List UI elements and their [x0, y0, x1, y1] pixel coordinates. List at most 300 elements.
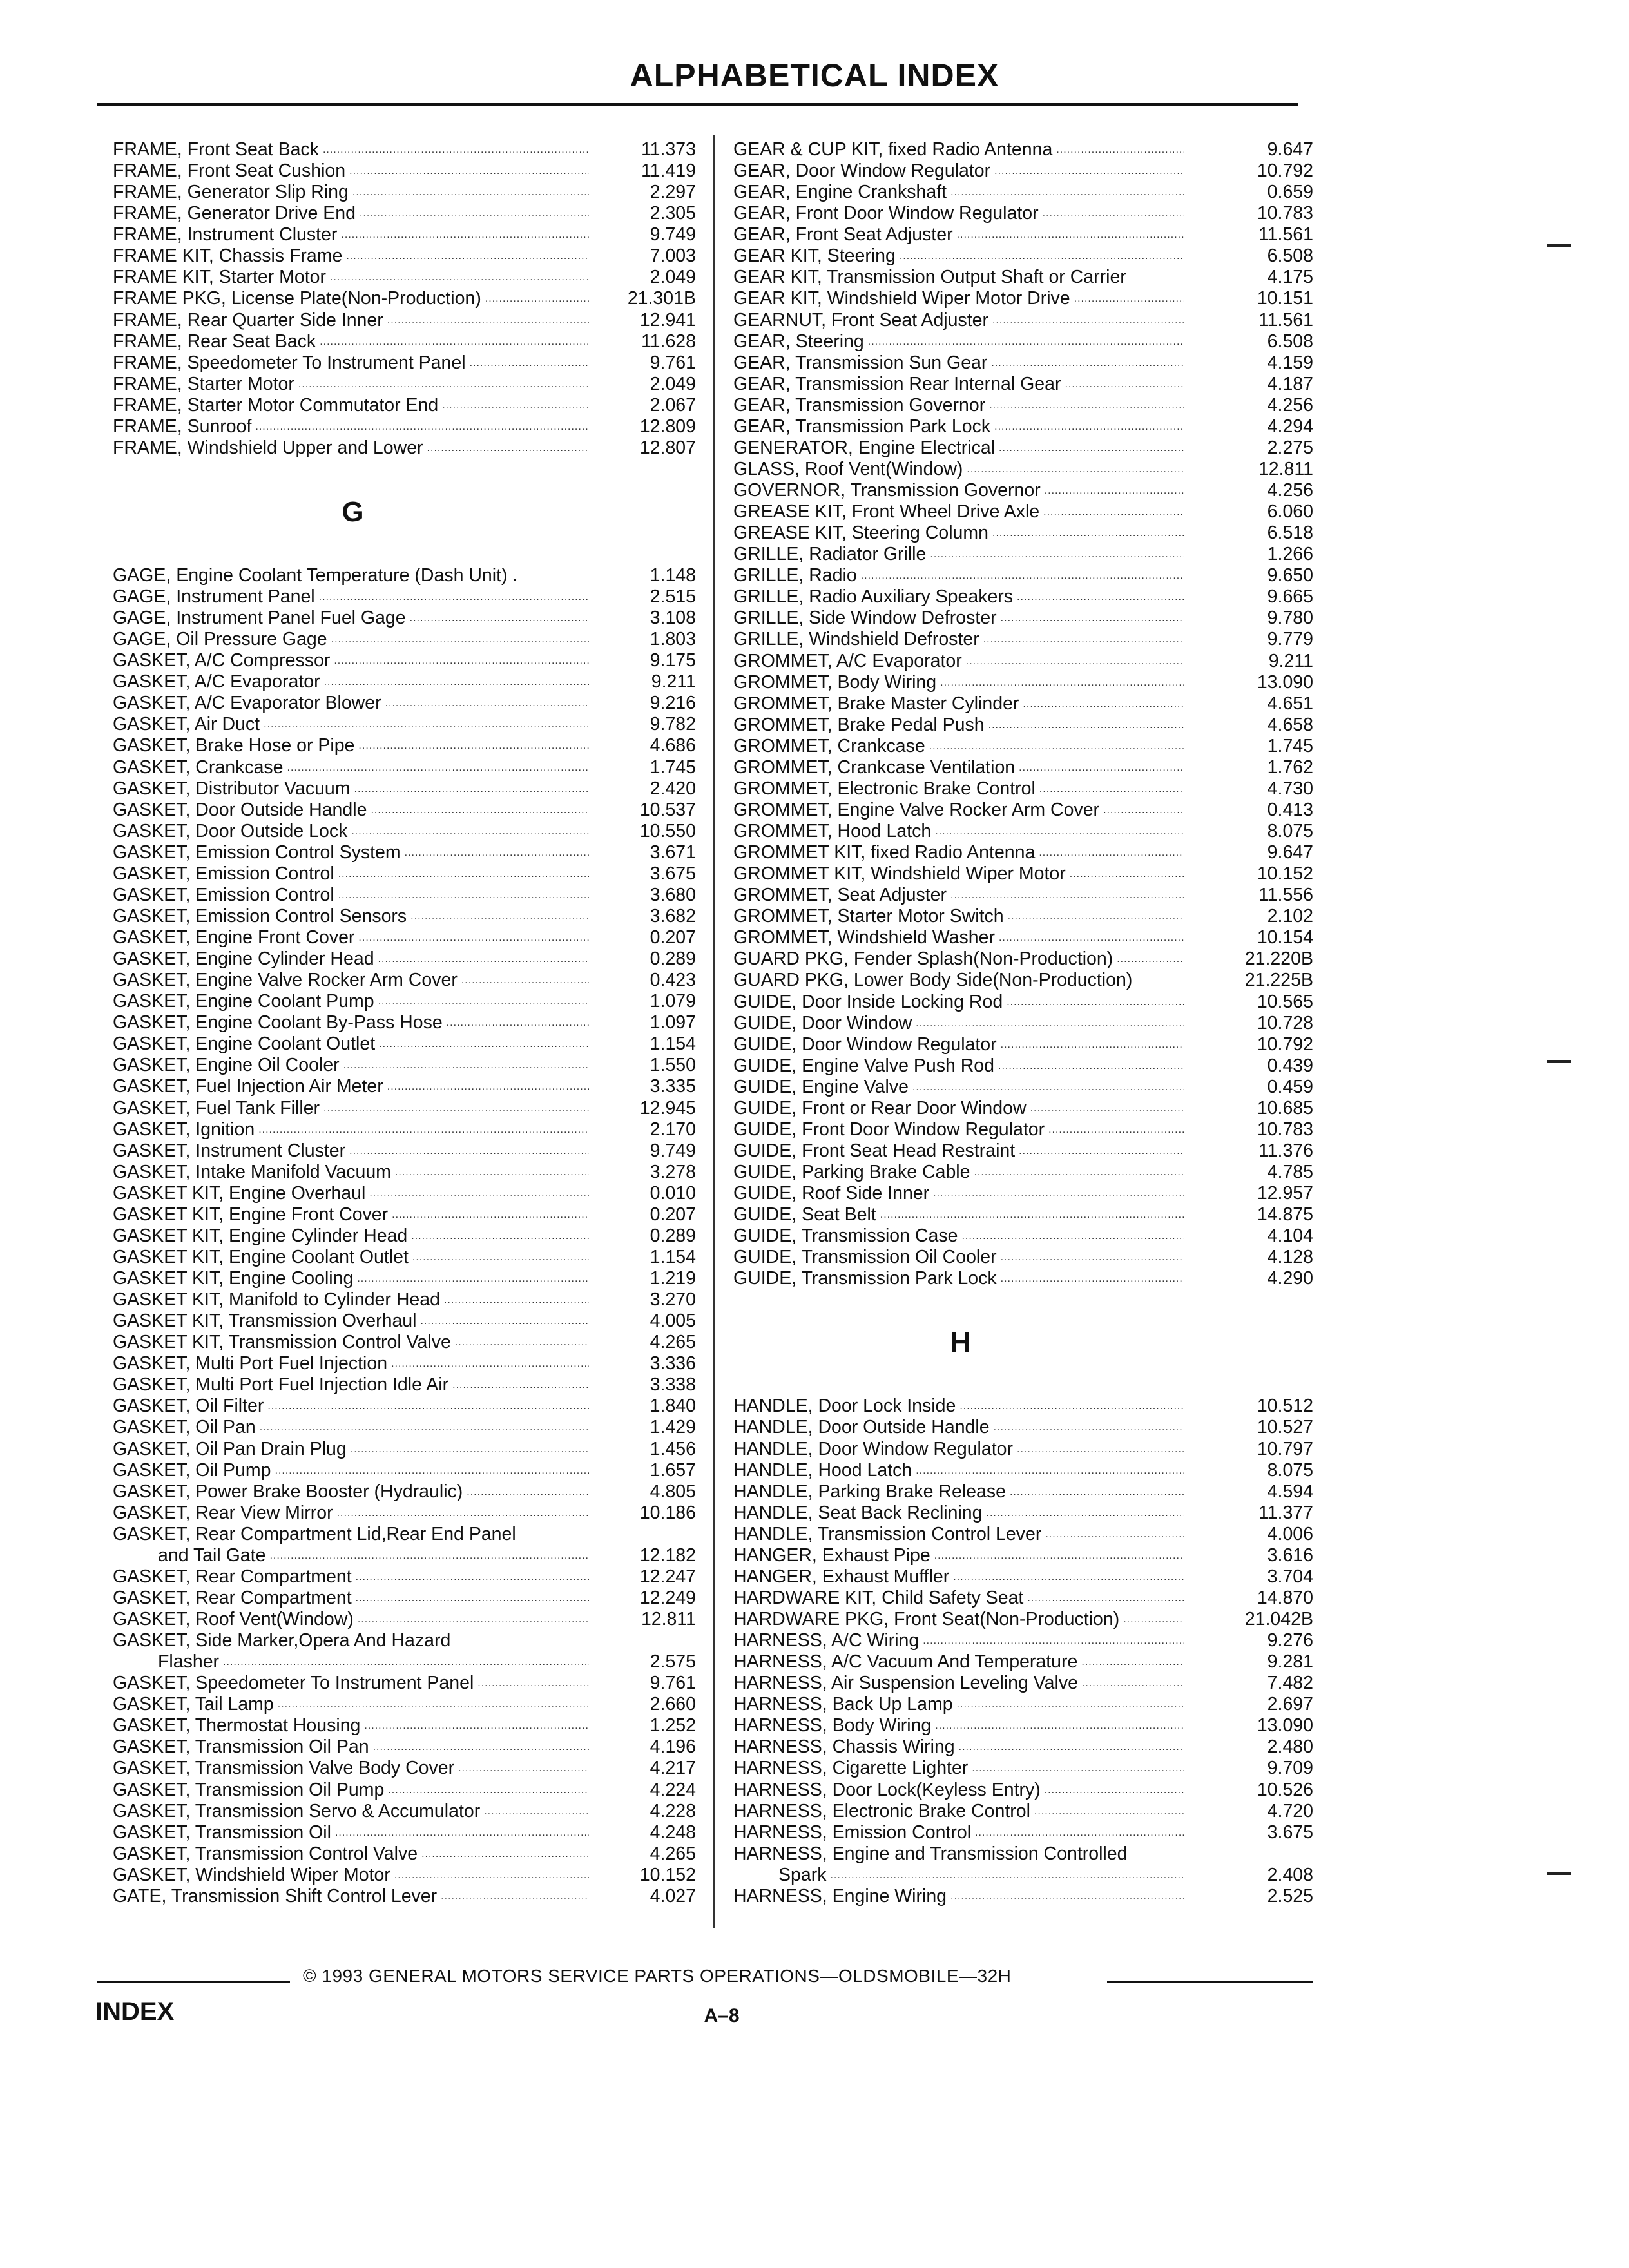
page-reference: 0.659	[1267, 182, 1313, 203]
page-reference: 4.265	[650, 1332, 696, 1353]
page-reference: 8.075	[1267, 821, 1313, 841]
dot-leader	[298, 374, 589, 395]
index-entry	[733, 586, 1315, 608]
index-entry	[113, 565, 697, 586]
dot-leader	[861, 565, 1184, 586]
page-reference: 12.811	[1258, 458, 1313, 479]
page-reference: 2.525	[1267, 1885, 1313, 1907]
dot-leader	[356, 1566, 589, 1588]
title-rule	[97, 103, 1298, 106]
entry-name: FRAME PKG, License Plate(Non-Production)	[113, 288, 481, 309]
dot-leader	[267, 1396, 589, 1417]
index-entry	[113, 714, 697, 735]
dot-leader	[394, 1865, 589, 1886]
index-entry	[113, 1460, 697, 1481]
dot-leader	[455, 1332, 589, 1353]
dot-leader	[369, 1183, 589, 1204]
dot-leader	[1034, 1801, 1184, 1822]
dot-leader	[1045, 1780, 1184, 1801]
dot-leader	[1103, 800, 1184, 821]
page-reference: 2.697	[1267, 1694, 1313, 1715]
index-entry	[113, 160, 697, 182]
dot-leader	[967, 459, 1184, 480]
dot-leader	[320, 331, 589, 352]
entry-name: GASKET, Transmission Valve Body Cover	[113, 1758, 455, 1779]
dot-leader	[1027, 1588, 1184, 1609]
page-reference: 2.170	[650, 1119, 696, 1140]
dot-leader	[338, 863, 589, 885]
index-entry	[733, 906, 1315, 927]
dot-leader	[484, 1801, 589, 1822]
page-reference: 21.301B	[627, 288, 696, 309]
entry-name: GROMMET KIT, fixed Radio Antenna	[733, 842, 1036, 863]
entry-name: HARNESS, Chassis Wiring	[733, 1736, 955, 1758]
page-reference: 4.248	[650, 1821, 696, 1843]
index-entry	[113, 1673, 697, 1694]
entry-name: HARNESS, Door Lock(Keyless Entry)	[733, 1779, 1041, 1800]
entry-name: GEAR, Front Door Window Regulator	[733, 203, 1039, 224]
dot-leader	[351, 1439, 589, 1460]
entry-name: GASKET, A/C Evaporator	[113, 671, 320, 693]
page-reference: 11.377	[1258, 1502, 1313, 1523]
dot-leader	[373, 1736, 589, 1758]
entry-name: GASKET, Fuel Injection Air Meter	[113, 1076, 383, 1097]
page-reference: 3.270	[650, 1289, 696, 1311]
index-entry	[113, 1588, 697, 1609]
page-reference: 4.730	[1267, 778, 1313, 799]
index-entry	[733, 1715, 1315, 1736]
entry-name: GASKET, Door Outside Handle	[113, 799, 367, 820]
index-entry	[113, 863, 697, 885]
footer-copyright: © 1993 GENERAL MOTORS SERVICE PARTS OPERATIONS—OLDSMOBILE—32H	[303, 1966, 1012, 1986]
entry-name: GASKET, Crankcase	[113, 756, 284, 778]
dot-leader	[1001, 1268, 1184, 1289]
index-entry	[113, 1374, 697, 1396]
entry-name: GUARD PKG, Fender Splash(Non-Production)	[733, 948, 1113, 970]
index-entry	[733, 842, 1315, 863]
dot-leader	[387, 1076, 589, 1097]
dot-leader	[441, 1886, 589, 1907]
dot-leader	[933, 1183, 1184, 1204]
page-reference: 4.104	[1267, 1225, 1313, 1247]
dot-leader	[1017, 586, 1184, 608]
page-reference: 4.256	[1267, 394, 1313, 416]
entry-name: GEAR KIT, Steering	[733, 245, 896, 267]
entry-name: FRAME, Speedometer To Instrument Panel	[113, 352, 466, 373]
page-reference: 9.749	[650, 1140, 696, 1161]
page-reference: 4.686	[650, 735, 696, 756]
page-reference: 4.256	[1267, 480, 1313, 501]
entry-name: Flasher	[158, 1651, 220, 1673]
page-reference: 10.565	[1257, 991, 1313, 1012]
index-entry	[113, 650, 697, 671]
entry-name: GASKET, Roof Vent(Window)	[113, 1609, 354, 1629]
page-reference: 10.537	[639, 799, 696, 820]
entry-name: FRAME, Starter Motor Commutator End	[113, 394, 439, 416]
dot-leader	[880, 1204, 1184, 1225]
entry-name: GOVERNOR, Transmission Governor	[733, 480, 1041, 501]
index-entry	[113, 1289, 697, 1311]
index-entry	[733, 651, 1315, 672]
dot-leader	[477, 1673, 589, 1694]
page-reference: 12.807	[639, 437, 696, 458]
index-entry	[733, 245, 1315, 267]
entry-name: GAGE, Oil Pressure Gage	[113, 629, 327, 650]
entry-name: GASKET, Rear Compartment Lid,Rear End Panel	[113, 1523, 516, 1544]
dot-leader	[420, 1311, 589, 1332]
entry-name: GASKET, Engine Valve Rocker Arm Cover	[113, 970, 458, 991]
dot-leader	[1019, 757, 1184, 778]
dot-leader	[1017, 1439, 1184, 1460]
dot-leader	[405, 842, 589, 863]
page-reference: 0.289	[650, 948, 696, 970]
entry-name: HANDLE, Door Lock Inside	[733, 1396, 956, 1417]
page-reference: 2.275	[1267, 437, 1313, 458]
index-entry	[733, 970, 1315, 991]
page-reference: 0.010	[650, 1182, 696, 1204]
page-reference: 1.745	[650, 756, 696, 778]
dot-leader	[1070, 863, 1184, 885]
dot-leader	[379, 1033, 589, 1055]
page-reference: 9.749	[650, 224, 696, 245]
index-entry	[733, 1651, 1315, 1673]
page-reference: 4.290	[1267, 1268, 1313, 1289]
entry-name: GASKET, Transmission Servo & Accumulator	[113, 1800, 481, 1821]
entry-name: GEAR, Steering	[733, 331, 864, 352]
dot-leader	[830, 1865, 1184, 1886]
entry-name: GASKET, Emission Control	[113, 863, 334, 884]
index-entry	[113, 906, 697, 927]
dot-leader	[461, 970, 589, 991]
entry-name: GATE, Transmission Shift Control Lever	[113, 1885, 438, 1907]
page-reference: 4.159	[1267, 352, 1313, 373]
page-reference: 9.276	[1267, 1630, 1313, 1651]
index-entry	[113, 1609, 697, 1630]
dot-leader	[360, 203, 589, 224]
dot-leader	[935, 1715, 1184, 1736]
index-entry	[113, 1886, 697, 1907]
index-entry	[733, 437, 1315, 459]
page-reference: 0.207	[650, 1204, 696, 1225]
page-reference: 14.870	[1257, 1587, 1313, 1608]
page-reference: 2.049	[650, 373, 696, 394]
page-reference: 10.783	[1257, 203, 1313, 224]
page-reference: 9.211	[651, 671, 696, 693]
entry-name: GUIDE, Front or Rear Door Window	[733, 1097, 1027, 1119]
entry-name: HARNESS, Emission Control	[733, 1821, 972, 1843]
page-reference: 4.005	[650, 1311, 696, 1332]
page-reference: 1.252	[650, 1715, 696, 1736]
page-reference: 8.075	[1267, 1459, 1313, 1481]
index-entry	[733, 672, 1315, 693]
entry-name: GROMMET, Engine Valve Rocker Arm Cover	[733, 799, 1100, 820]
dot-leader	[1048, 1119, 1184, 1140]
index-entry	[113, 1140, 697, 1162]
page-reference: 10.792	[1257, 1033, 1313, 1055]
entry-name: GASKET, Air Duct	[113, 714, 260, 735]
dot-leader	[975, 1822, 1184, 1843]
index-entry	[733, 1822, 1315, 1843]
dot-leader	[974, 1162, 1184, 1183]
index-entry	[733, 736, 1315, 757]
entry-name: GUIDE, Transmission Oil Cooler	[733, 1247, 997, 1268]
index-entry	[113, 1183, 697, 1204]
page-reference: 3.682	[650, 905, 696, 927]
dot-leader	[994, 416, 1184, 437]
entry-name: GASKET KIT, Engine Cylinder Head	[113, 1225, 408, 1246]
page-reference: 4.228	[650, 1800, 696, 1821]
index-entry	[113, 991, 697, 1012]
dot-leader	[930, 544, 1184, 565]
page-reference: 0.413	[1267, 799, 1313, 820]
page-reference: 4.785	[1267, 1162, 1313, 1182]
page-reference: 10.186	[639, 1502, 696, 1523]
dot-leader	[331, 629, 589, 650]
page-reference: 9.647	[1267, 139, 1313, 160]
entry-name: HARNESS, Body Wiring	[733, 1715, 932, 1736]
dot-leader	[341, 224, 589, 245]
dot-leader	[346, 245, 589, 267]
index-entry	[733, 1524, 1315, 1545]
index-entry	[113, 267, 697, 288]
dot-leader	[387, 310, 589, 331]
entry-name: GASKET, Rear Compartment	[113, 1566, 352, 1587]
dot-leader	[1074, 288, 1184, 309]
index-entry	[113, 885, 697, 906]
dot-leader	[1123, 1609, 1184, 1630]
entry-name: HARNESS, A/C Vacuum And Temperature	[733, 1651, 1078, 1673]
dot-leader	[269, 1545, 589, 1566]
entry-name: GASKET, Speedometer To Instrument Panel	[113, 1673, 474, 1694]
dot-leader	[957, 224, 1184, 245]
page-reference: 1.429	[650, 1417, 696, 1438]
page-reference: 4.805	[650, 1481, 696, 1502]
index-entry	[733, 1098, 1315, 1119]
page-reference: 6.060	[1267, 501, 1313, 523]
entry-name: GASKET, Transmission Oil Pump	[113, 1779, 385, 1800]
dot-leader	[444, 1289, 589, 1311]
entry-name: GROMMET, A/C Evaporator	[733, 650, 962, 671]
margin-tick-mark	[1547, 1872, 1571, 1875]
index-entry	[113, 735, 697, 756]
page-reference: 9.211	[1268, 650, 1313, 671]
page-reference: 4.027	[650, 1885, 696, 1907]
page-reference: 11.556	[1258, 885, 1313, 906]
dot-leader	[923, 1630, 1184, 1651]
page-reference: 4.196	[650, 1736, 696, 1758]
dot-leader	[868, 331, 1184, 352]
dot-leader	[354, 778, 589, 800]
page-reference: 3.680	[650, 884, 696, 905]
page-reference: 4.658	[1267, 714, 1313, 735]
index-entry	[733, 1396, 1315, 1417]
dot-leader	[412, 1247, 589, 1268]
entry-name: GEAR, Transmission Sun Gear	[733, 352, 988, 373]
entry-name: HANDLE, Seat Back Reclining	[733, 1502, 983, 1523]
dot-leader	[351, 821, 589, 842]
index-entry	[733, 800, 1315, 821]
index-entry	[733, 1545, 1315, 1566]
page-reference: 0.439	[1267, 1055, 1313, 1076]
dot-leader	[988, 715, 1184, 736]
entry-name: GROMMET, Crankcase	[733, 735, 925, 756]
dot-leader	[323, 139, 589, 160]
dot-leader	[950, 1886, 1184, 1907]
index-entry	[733, 224, 1315, 245]
entry-name: GASKET, Engine Cylinder Head	[113, 948, 374, 970]
index-entry	[113, 1545, 697, 1566]
index-entry	[113, 1332, 697, 1353]
index-entry	[113, 671, 697, 693]
index-entry	[113, 1822, 697, 1843]
index-entry	[733, 501, 1315, 523]
index-entry	[113, 586, 697, 608]
page-reference: 6.508	[1267, 245, 1313, 267]
entry-name: GAGE, Instrument Panel Fuel Gage	[113, 608, 406, 629]
dot-leader	[959, 1396, 1184, 1417]
dot-leader	[992, 523, 1184, 544]
page-reference: 4.720	[1267, 1800, 1313, 1821]
page-reference: 6.518	[1267, 523, 1313, 544]
index-entry	[113, 1119, 697, 1140]
dot-leader	[957, 1694, 1184, 1715]
index-entry	[113, 1715, 697, 1736]
page-reference: 10.151	[1257, 288, 1313, 309]
dot-leader	[442, 395, 589, 416]
entry-name: GRILLE, Radio Auxiliary Speakers	[733, 586, 1014, 608]
entry-name: GASKET, Oil Pump	[113, 1459, 271, 1481]
index-entry	[113, 1503, 697, 1524]
margin-tick-mark	[1547, 244, 1571, 247]
index-entry	[733, 1758, 1315, 1779]
page-reference: 1.550	[650, 1055, 696, 1076]
page-reference: 4.006	[1267, 1523, 1313, 1544]
index-entry	[113, 395, 697, 416]
index-entry	[733, 565, 1315, 586]
index-entry	[733, 757, 1315, 778]
entry-name: GROMMET, Body Wiring	[733, 671, 937, 693]
dot-leader	[1065, 374, 1184, 395]
dot-leader	[1019, 1140, 1184, 1162]
index-entry	[733, 544, 1315, 565]
page-title: ALPHABETICAL INDEX	[630, 57, 999, 93]
entry-name: GUIDE, Front Door Window Regulator	[733, 1119, 1045, 1140]
entry-name: FRAME, Generator Slip Ring	[113, 182, 349, 203]
page-reference: 11.628	[641, 331, 696, 352]
page-reference: 3.675	[1267, 1821, 1313, 1843]
index-entry	[733, 1609, 1315, 1630]
index-entry	[113, 778, 697, 800]
dot-leader	[999, 437, 1184, 459]
dot-leader	[371, 800, 589, 821]
index-entry	[733, 1566, 1315, 1588]
page-reference: 11.373	[641, 139, 696, 160]
entry-name: GASKET, Oil Pan	[113, 1417, 256, 1438]
dot-leader	[349, 160, 589, 182]
entry-name: HANDLE, Hood Latch	[733, 1459, 912, 1481]
index-entry	[733, 608, 1315, 629]
dot-leader	[264, 714, 589, 735]
page-reference: 0.289	[650, 1225, 696, 1246]
entry-name: FRAME, Instrument Cluster	[113, 224, 338, 245]
index-entry	[113, 800, 697, 821]
index-entry	[113, 1651, 697, 1673]
page-reference: 2.102	[1267, 906, 1313, 927]
page-reference: 1.456	[650, 1438, 696, 1459]
entry-name: HARNESS, Back Up Lamp	[733, 1694, 953, 1715]
page-reference: 1.745	[1267, 735, 1313, 756]
page-reference: 12.247	[639, 1566, 696, 1587]
index-entry	[733, 1183, 1315, 1204]
page-reference: 3.671	[650, 841, 696, 863]
dot-leader	[260, 1417, 589, 1438]
page-reference: 4.651	[1267, 693, 1313, 714]
footer-section-label: INDEX	[95, 1997, 175, 2026]
entry-name: GASKET KIT, Engine Overhaul	[113, 1182, 366, 1204]
dot-leader	[1001, 608, 1184, 629]
dot-leader	[1023, 693, 1184, 715]
page-reference: 9.779	[1267, 629, 1313, 650]
entry-name: GASKET, Tail Lamp	[113, 1694, 274, 1715]
page-reference: 9.761	[650, 1673, 696, 1694]
index-entry	[113, 629, 697, 650]
footer-rule	[97, 1981, 290, 1983]
page-reference: 1.219	[650, 1268, 696, 1289]
dot-leader	[324, 671, 589, 693]
page-reference: 2.480	[1267, 1736, 1313, 1758]
page-reference: 4.128	[1267, 1247, 1313, 1268]
dot-leader	[916, 1013, 1184, 1034]
page-number: A–8	[704, 2005, 740, 2026]
index-entry	[733, 288, 1315, 309]
page-reference: 1.762	[1267, 756, 1313, 778]
entry-name: HARNESS, Cigarette Lighter	[733, 1758, 969, 1779]
entry-name: HANDLE, Door Outside Handle	[733, 1417, 990, 1438]
dot-leader	[343, 1055, 589, 1076]
entry-name: GEARNUT, Front Seat Adjuster	[733, 309, 988, 331]
entry-name: GUARD PKG, Lower Body Side(Non-Production)	[733, 970, 1133, 991]
page-reference: 10.154	[1257, 927, 1313, 948]
page-reference: 4.594	[1267, 1481, 1313, 1502]
dot-leader	[940, 672, 1184, 693]
dot-leader	[323, 1098, 589, 1119]
index-entry	[113, 245, 697, 267]
entry-name: GUIDE, Engine Valve Push Rod	[733, 1055, 995, 1076]
index-entry	[733, 374, 1315, 395]
page-reference: 12.809	[639, 416, 696, 437]
entry-name: FRAME, Generator Drive End	[113, 203, 356, 224]
index-entry	[113, 1225, 697, 1247]
page-reference: 2.515	[650, 586, 696, 607]
entry-name: GROMMET, Brake Master Cylinder	[733, 693, 1019, 714]
dot-leader	[364, 1715, 589, 1736]
entry-name: HANDLE, Parking Brake Release	[733, 1481, 1006, 1502]
dot-leader	[358, 1609, 589, 1630]
entry-name: GASKET KIT, Manifold to Cylinder Head	[113, 1289, 440, 1311]
entry-name: GUIDE, Engine Valve	[733, 1076, 909, 1097]
entry-name: GENERATOR, Engine Electrical	[733, 437, 995, 458]
dot-leader	[517, 565, 593, 586]
index-entry	[113, 948, 697, 970]
dot-leader	[987, 1503, 1184, 1524]
entry-name: GUIDE, Transmission Park Lock	[733, 1268, 997, 1289]
page-reference: 4.224	[650, 1779, 696, 1800]
dot-leader	[352, 182, 589, 203]
index-entry	[733, 715, 1315, 736]
page-reference: 10.526	[1257, 1779, 1313, 1800]
index-entry	[113, 1865, 697, 1886]
page-reference: 11.561	[1258, 224, 1313, 245]
